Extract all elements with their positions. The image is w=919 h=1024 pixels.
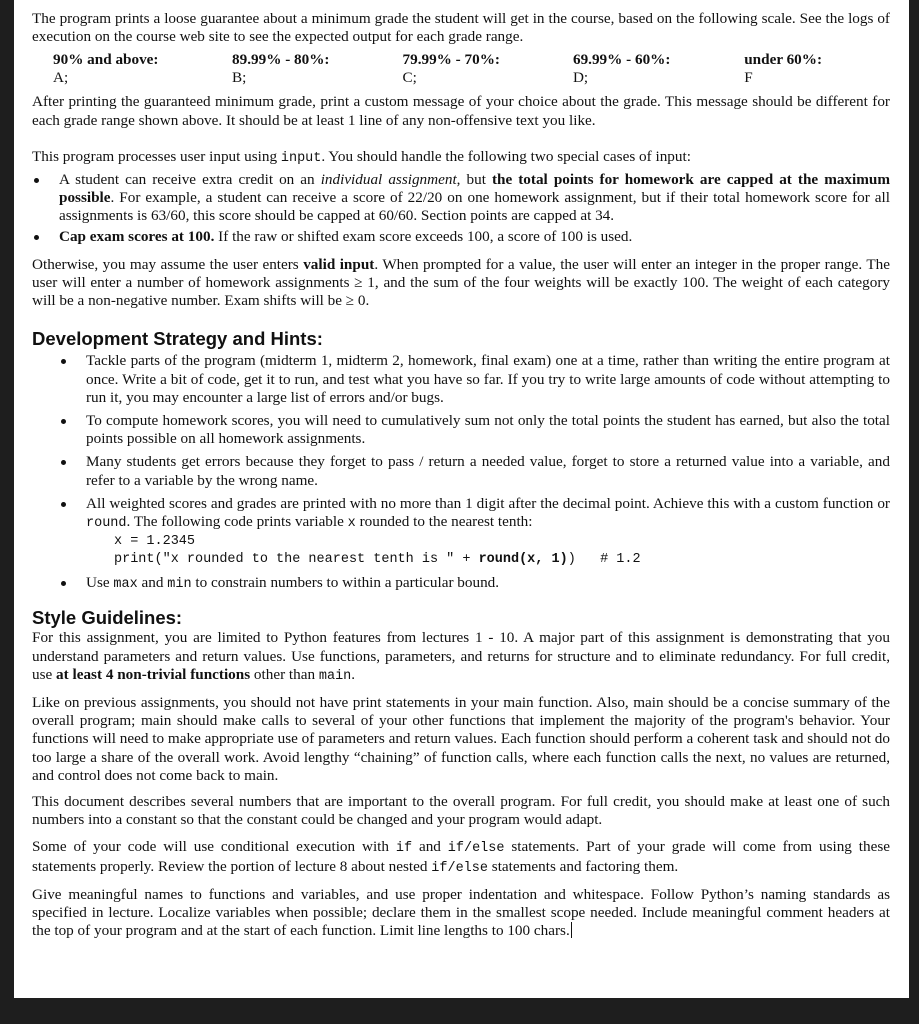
bullet-icon — [61, 359, 66, 364]
list-item: A student can receive extra credit on an individual assignment, but the total points for homework are capped at the maximum possible. For example, a student can receive a score of 22/20 on one homework assignment, but if their total homework score for all assignments is 63/60, this score should be capped at 60/60. Section points are capped at 34. — [32, 171, 890, 226]
bullet-icon — [61, 419, 66, 424]
list-item: All weighted scores and grades are printed with no more than 1 digit after the decimal point. Achieve this with a custom function or round. The following code prints variable x rounded to the nearest tenth: x = 1.2345 print("x rounded to the nearest tenth is " + round(x, 1)) # 1.2 — [32, 495, 890, 569]
list-item: Use max and min to constrain numbers to within a particular bound. — [32, 574, 890, 594]
text-cursor — [571, 922, 572, 938]
custom-message-paragraph: After printing the guaranteed minimum grade, print a custom message of your choice about the grade. This message should be different for each grade range shown above. It should be at least 1 line of any non-offensive text you like. — [32, 93, 890, 129]
bullet-icon — [34, 235, 39, 240]
bullet-icon — [61, 502, 66, 507]
intro-paragraph: The program prints a loose guarantee about a minimum grade the student will get in the course, based on the following scale. See the logs of execution on the course web site to see the expected output for each grade range. — [32, 10, 890, 46]
code-line: print("x rounded to the nearest tenth is " + round(x, 1)) # 1.2 — [114, 552, 641, 568]
style-paragraph-2: Like on previous assignments, you should not have print statements in your main function. Also, main should be a concise summary of the overall program; main should make calls to several of your other functions that implement the majority of the program's behavior. Your functions will need to make appropriate use of parameters and return values. Each function should perform a coherent task and should not do too large a share of the overall work. Avoid lengthy “chaining” of function calls, where each function calls the next, no values are returned, and control does not come back to main. — [32, 694, 890, 784]
scale-f: under 60%: F — [744, 51, 823, 87]
style-paragraph-3: This document describes several numbers that are important to the overall program. For full credit, you should make at least one of such numbers into a constant so that the constant could be changed and your program would adapt. — [32, 793, 890, 829]
bullet-icon — [34, 178, 39, 183]
bullet-icon — [61, 460, 66, 465]
style-paragraph-4: Some of your code will use conditional execution with if and if/else statements. Part of your grade will come from using these statements properly. Review the portion of lecture 8 about nested if/else statements and factoring them. — [32, 837, 890, 876]
list-item: To compute homework scores, you will need to cumulatively sum not only the total points the student has earned, but also the total points possible on all homework assignments. — [32, 412, 890, 448]
input-lead: This program processes user input using input. You should handle the following two special cases of input: — [32, 147, 691, 166]
valid-input-paragraph: Otherwise, you may assume the user enters valid input. When prompted for a value, the user will enter an integer in the proper range. The user will enter a number of homework assignments ≥ 1, and the sum of the four weights will be exactly 100. The weight of each category will be a non-negative number. Exam shifts will be ≥ 0. — [32, 255, 890, 310]
list-item: Cap exam scores at 100. If the raw or shifted exam score exceeds 100, a score of 100 is used. — [32, 228, 890, 246]
scale-d: 69.99% - 60%: D; — [572, 51, 671, 87]
document-page — [14, 0, 909, 998]
list-item: Tackle parts of the program (midterm 1, midterm 2, homework, final exam) one at a time, rather than writing the entire program at once. Write a bit of code, get it to run, and test what you have so far. If you try to write large amounts of code without attempting to run it, you may encounter a large list of errors and/or bugs. — [32, 352, 890, 407]
bullet-icon — [61, 581, 66, 586]
code-line: x = 1.2345 — [114, 534, 196, 550]
document-content — [32, 10, 890, 941]
dev-hints-list — [32, 352, 890, 594]
scale-b: 89.99% - 80%: B; — [232, 51, 330, 87]
input-cases-list — [32, 171, 890, 246]
scale-c: 79.99% - 70%: C; — [402, 51, 500, 87]
list-item: Many students get errors because they forget to pass / return a needed value, forget to store a returned value into a variable, and refer to a variable by the wrong name. — [32, 453, 890, 489]
style-heading: Style Guidelines: — [32, 607, 183, 629]
dev-heading: Development Strategy and Hints: — [32, 328, 323, 350]
style-paragraph-5: Give meaningful names to functions and variables, and use proper indentation and whitespace. Follow Python’s naming standards as specified in lecture. Localize variables when possible; declare them in the smallest scope needed. Include meaningful comment headers at the top of your program and at the start of each function. Limit line lengths to 100 chars. — [32, 885, 890, 940]
style-paragraph-1: For this assignment, you are limited to Python features from lectures 1 - 10. A major part of this assignment is demonstrating that you understand parameters and return values. Use functions, parameters, and returns for structure and to eliminate redundancy. For full credit, use at least 4 non-trivial functions other than main. — [32, 629, 890, 684]
grade-scale — [53, 51, 890, 87]
scale-a: 90% and above: A; — [53, 51, 159, 87]
